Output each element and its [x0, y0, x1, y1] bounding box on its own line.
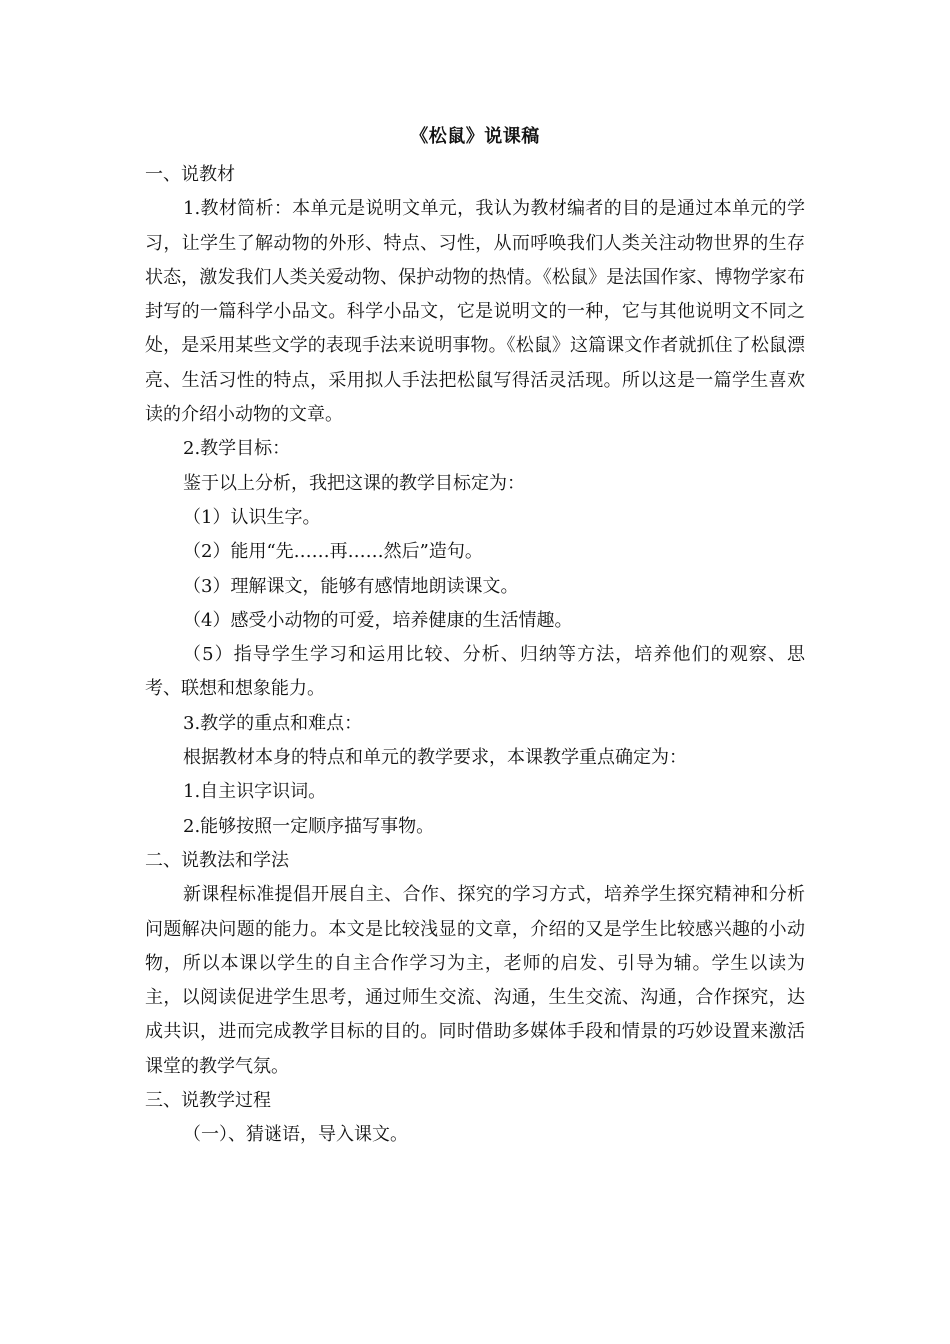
paragraph-textbook-analysis: 1.教材简析：本单元是说明文单元，我认为教材编者的目的是通过本单元的学习，让学生了解动物的外形、特点、习性，从而呼唤我们人类关注动物世界的生存状态，激发我们人类关爱动物、保护动物的热情。《松鼠》是法国作家、博物学家布封写的一篇科学小品文。科学小品文，它是说明文的一种，它与其他说明文不同之处，是采用某些文学的表现手法来说明事物。《松鼠》这篇课文作者就抓住了松鼠漂亮、生活习性的特点，采用拟人手法把松鼠写得活灵活现。所以这是一篇学生喜欢读的介绍小动物的文章。: [145, 198, 805, 426]
paragraph-teaching-goals-heading: 2.教学目标：: [183, 438, 291, 460]
paragraph-process-step-1: （一）、猜谜语，导入课文。: [183, 1124, 408, 1146]
document-title: 《松鼠》说课稿: [410, 126, 540, 147]
paragraph-key-points-intro: 根据教材本身的特点和单元的教学要求，本课教学重点确定为：: [183, 747, 687, 769]
list-item-goal-1: （1）认识生字。: [183, 506, 321, 528]
list-item-key-point-2: 2.能够按照一定顺序描写事物。: [183, 815, 435, 837]
list-item-goal-3: （3）理解课文，能够有感情地朗读课文。: [183, 575, 519, 597]
paragraph-methods: 新课程标准提倡开展自主、合作、探究的学习方式，培养学生探究精神和分析问题解决问题的能力。本文是比较浅显的文章，介绍的又是学生比较感兴趣的小动物，所以本课以学生的自主合作学习为主，老师的启发、引导为辅。学生以读为主，以阅读促进学生思考，通过师生交流、沟通，生生交流、沟通，合作探究，达成共识，进而完成教学目标的目的。同时借助多媒体手段和情景的巧妙设置来激活课堂的教学气氛。: [145, 884, 805, 1077]
list-item-goal-2: （2）能用“先……再……然后”造句。: [183, 541, 483, 563]
list-item-goal-5: （5）指导学生学习和运用比较、分析、归纳等方法，培养他们的观察、思考、联想和想象能力。: [145, 644, 805, 700]
paragraph-goals-intro: 鉴于以上分析，我把这课的教学目标定为：: [183, 472, 525, 494]
document-body: [145, 158, 805, 1153]
list-item-goal-4: （4）感受小动物的可爱，培养健康的生活情趣。: [183, 609, 573, 631]
section-heading-textbook: 一、说教材: [145, 164, 235, 185]
paragraph-key-points-heading: 3.教学的重点和难点：: [183, 712, 363, 734]
list-item-key-point-1: 1.自主识字识词。: [183, 781, 327, 803]
section-heading-methods: 二、说教法和学法: [145, 849, 289, 871]
section-heading-process: 三、说教学过程: [145, 1090, 271, 1112]
